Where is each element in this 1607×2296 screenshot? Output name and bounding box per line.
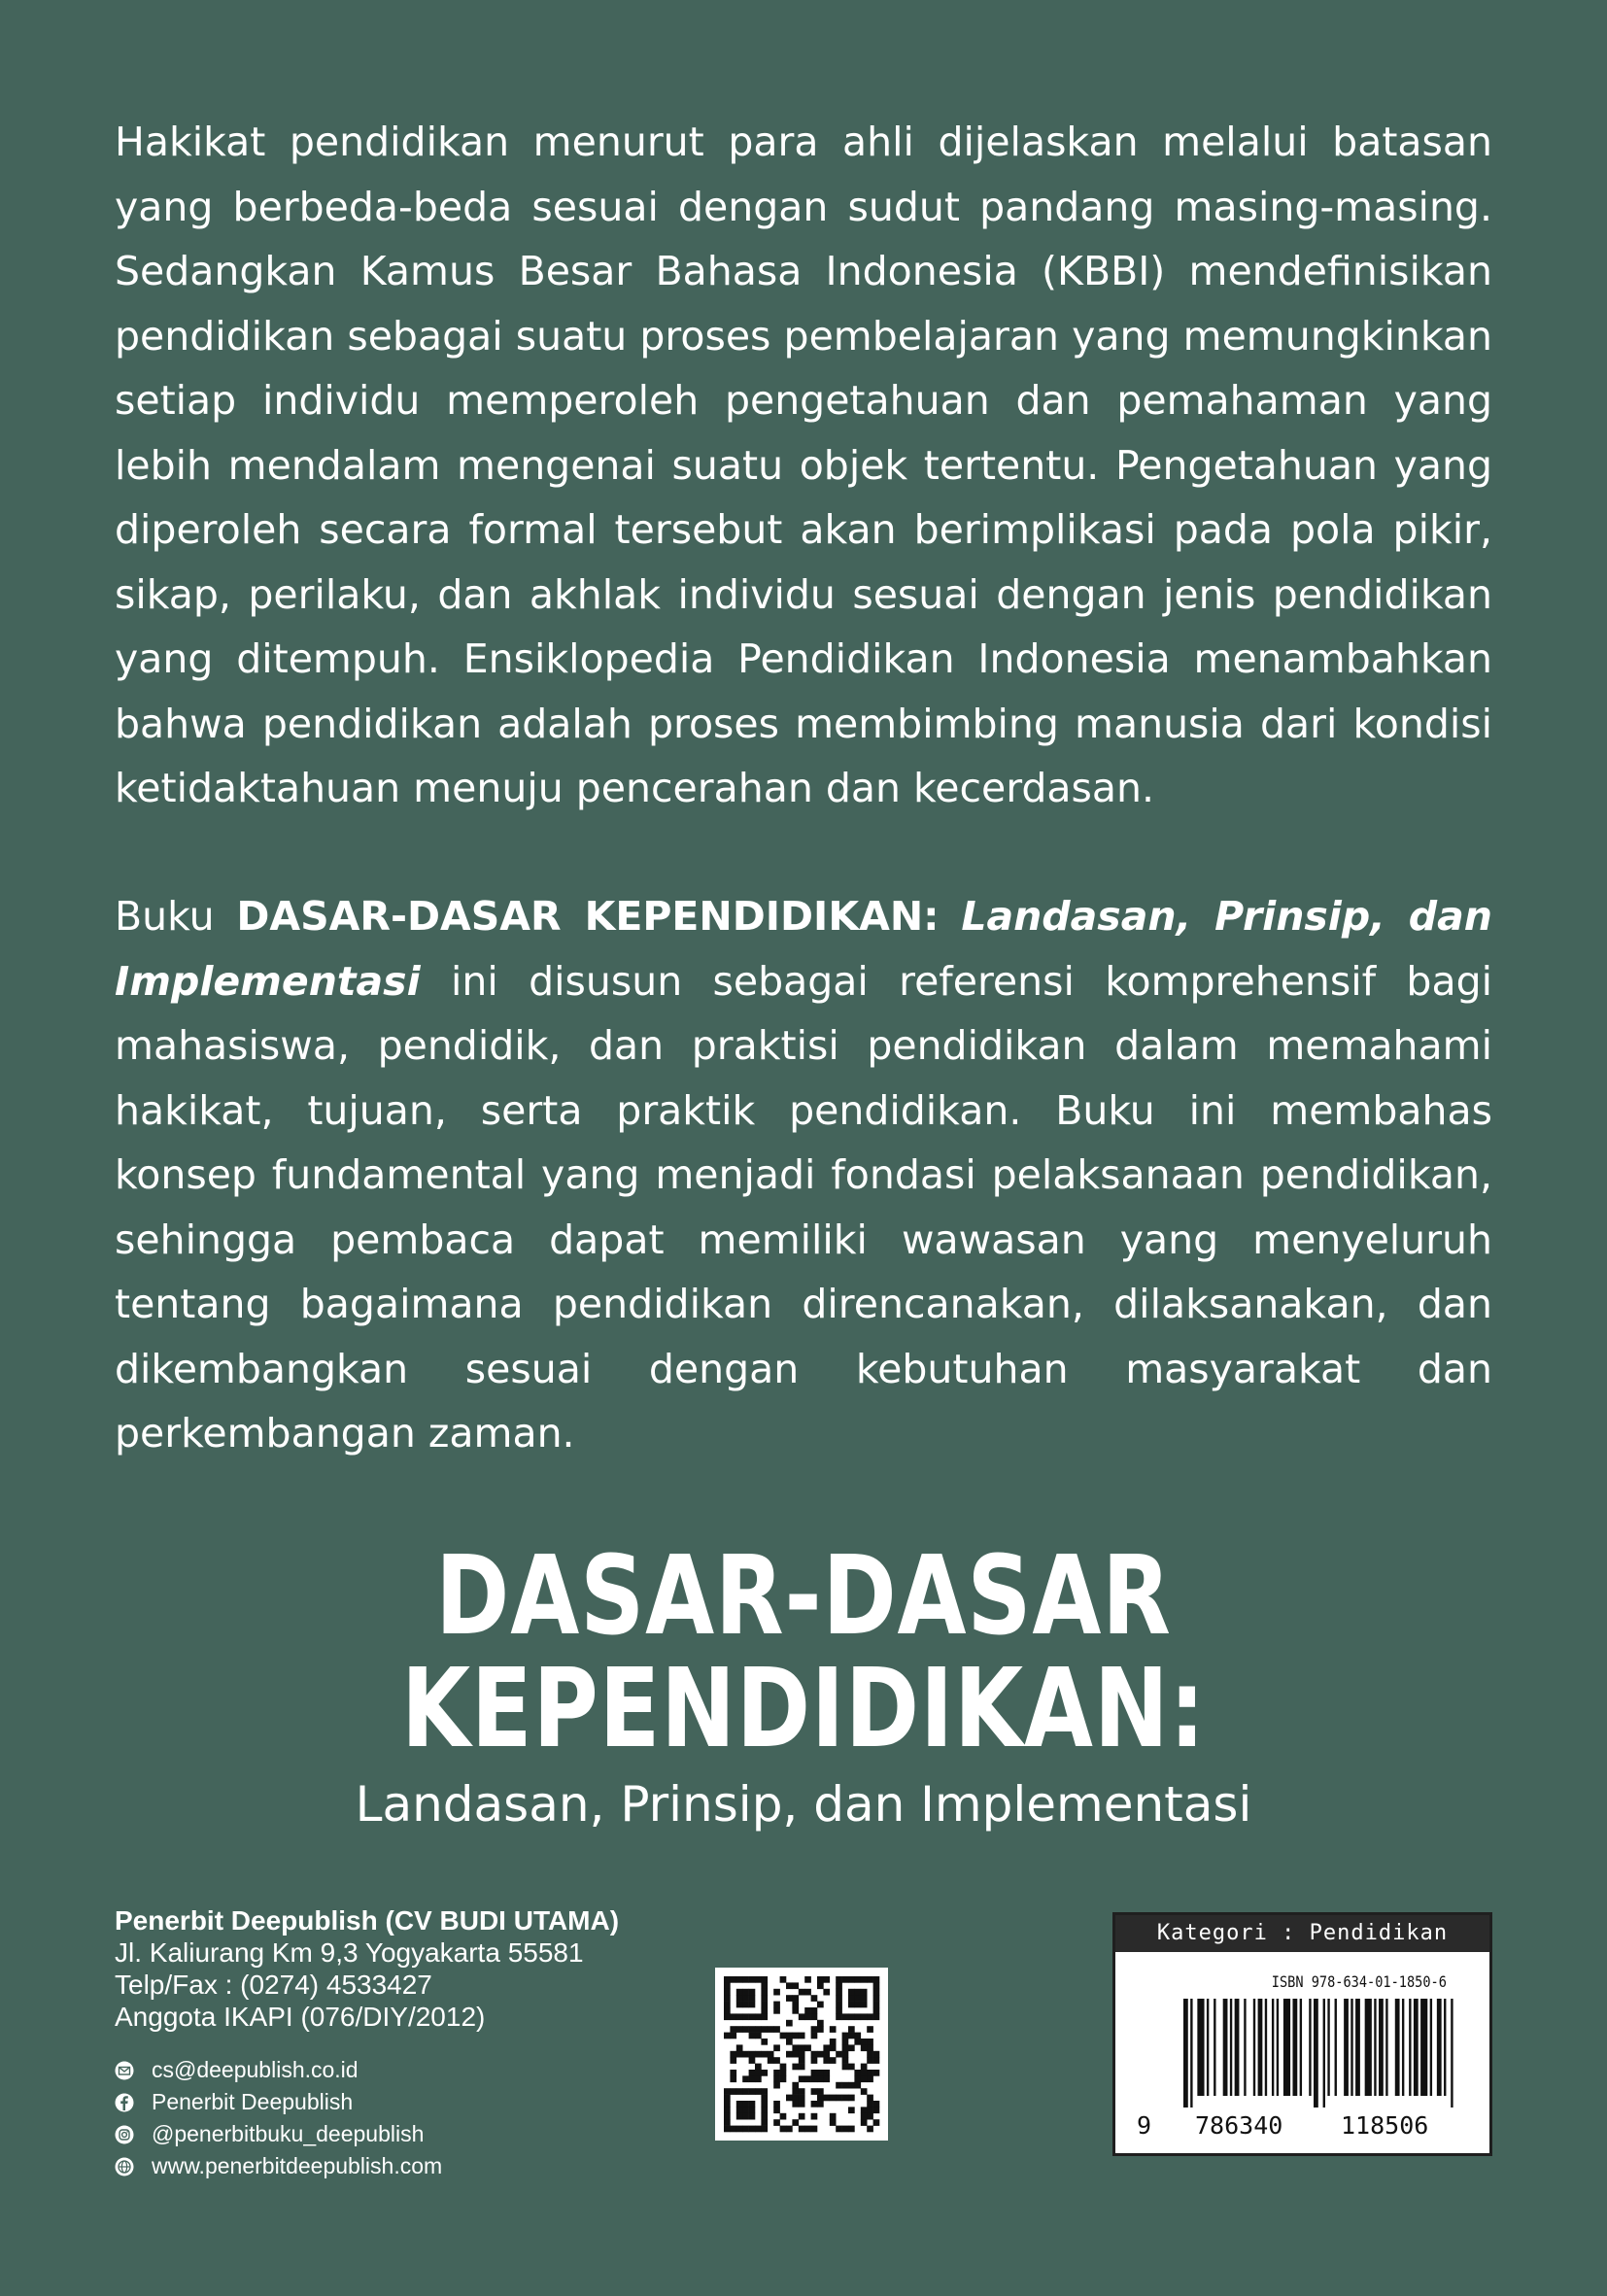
blurb-paragraph-2: [115, 884, 1492, 1466]
isbn-barcode-box: [1112, 1912, 1492, 2156]
isbn-number: ISBN 978-634-01-1850-6: [1271, 1972, 1447, 1991]
contact-instagram-text: @penerbitbuku_deepublish: [152, 2121, 425, 2146]
book-title-inline: DASAR-DASAR KEPENDIDIKAN:: [236, 893, 940, 940]
title-line-2: KEPENDIDIKAN:: [400, 1646, 1207, 1772]
barcode-digits-right: 118506: [1341, 2111, 1429, 2140]
barcode-digit-first: 9: [1137, 2111, 1152, 2140]
publisher-address: Jl. Kaliurang Km 9,3 Yogyakarta 55581: [115, 1937, 584, 1968]
contact-website-text: www.penerbitdeepublish.com: [152, 2153, 443, 2178]
blurb-prefix: Buku: [115, 893, 215, 940]
contact-list: [115, 2054, 442, 2182]
blurb-paragraph-1: Hakikat pendidikan menurut para ahli dijelaskan melalui batasan yang berbeda-beda sesuai dengan sudut pandang masing-masing. Sedangkan Kamus Besar Bahasa Indonesia (KBBI) mendefinisikan pendidikan sebagai suatu proses pembelajaran yang memungkinkan setiap individu memperoleh pengetahuan dan pemahaman yang lebih mendalam mengenai suatu objek tertentu. Pengetahuan yang diperoleh secara formal tersebut akan berimplikasi pada pola pikir, sikap, perilaku, dan akhlak individu sesuai dengan jenis pendidikan yang ditempuh. Ensiklopedia Pendidikan Indonesia menambahkan bahwa pendidikan adalah proses membimbing manusia dari kondisi ketidaktahuan menuju pencerahan dan kecerdasan.: [115, 119, 1492, 811]
contact-instagram: [115, 2118, 442, 2150]
contact-email: [115, 2054, 442, 2086]
publisher-ikapi: Anggota IKAPI (076/DIY/2012): [115, 2002, 486, 2032]
facebook-icon: [115, 2093, 134, 2112]
barcode-digits-left: 786340: [1195, 2111, 1283, 2140]
category-label: Kategori : Pendidikan: [1115, 1915, 1489, 1952]
instagram-icon: [115, 2125, 134, 2144]
book-title-block: [0, 1533, 1607, 1835]
publisher-info: [115, 1904, 619, 2033]
book-subtitle-inline: Landasan, Prinsip, dan Implementasi: [115, 893, 1492, 1005]
qr-code-graphic: [715, 1968, 888, 2141]
publisher-name: Penerbit Deepublish (CV BUDI UTAMA): [115, 1905, 620, 1936]
globe-icon: [115, 2157, 134, 2176]
contact-email-text: cs@deepublish.co.id: [152, 2057, 359, 2082]
barcode-bars: [1183, 1999, 1455, 2108]
book-subtitle: Landasan, Prinsip, dan Implementasi: [355, 1776, 1252, 1833]
contact-facebook: [115, 2086, 442, 2118]
title-line-1: DASAR-DASAR: [435, 1533, 1172, 1660]
contact-website: [115, 2150, 442, 2182]
email-icon: [115, 2061, 134, 2080]
publisher-phone: Telp/Fax : (0274) 4533427: [115, 1970, 432, 2000]
qr-code: [715, 1968, 888, 2141]
blurb-body: ini disusun sebagai referensi komprehensif bagi mahasiswa, pendidik, dan praktisi pendidikan dalam memahami hakikat, tujuan, serta praktik pendidikan. Buku ini membahas konsep fundamental yang menjadi fondasi pelaksanaan pendidikan, sehingga pembaca dapat memiliki wawasan yang menyeluruh tentang bagaimana pendidikan direncanakan, dilaksanakan, dan dikembangkan sesuai dengan kebutuhan masyarakat dan perkembangan zaman.: [115, 957, 1492, 1456]
contact-facebook-text: Penerbit Deepublish: [152, 2089, 354, 2114]
